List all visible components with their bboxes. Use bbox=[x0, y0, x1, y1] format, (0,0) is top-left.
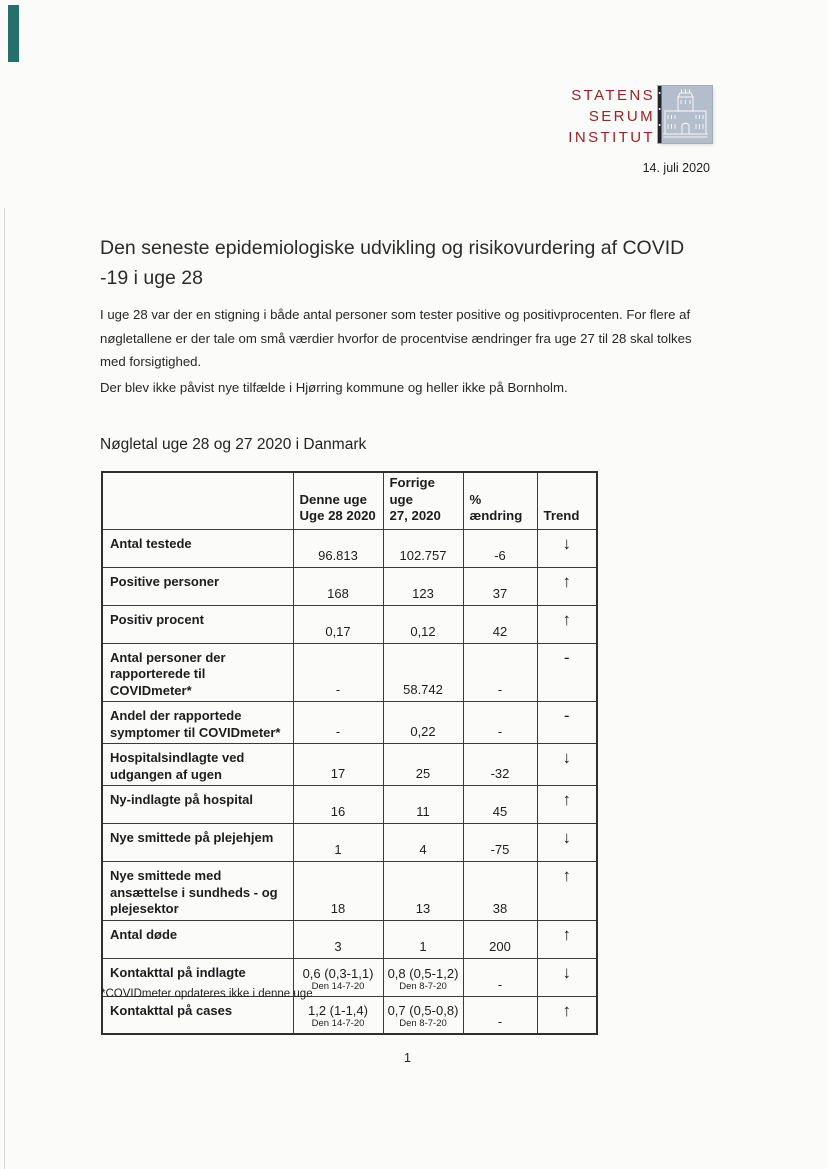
current-value: 18 bbox=[293, 862, 383, 921]
row-label: Kontakttal på cases bbox=[102, 996, 293, 1034]
row-label: Ny-indlagte på hospital bbox=[102, 786, 293, 824]
intro-paragraph-1: I uge 28 var der en stigning i både antal personer som tester positive og positivprocenten. For flere af nøgletallene er der tale om små værdier hvorfor de procentvise ændringer fra uge 27 til 28 skal tolkes med forsigtighed. bbox=[100, 307, 692, 369]
trend-arrow: ↑ bbox=[537, 605, 597, 643]
change-value: 200 bbox=[463, 920, 537, 958]
previous-value: 0,7 (0,5-0,8) Den 8-7-20 bbox=[383, 996, 463, 1034]
table-footnote: *COVIDmeter opdateres ikke i denne uge bbox=[101, 988, 313, 1000]
current-value: 17 bbox=[293, 744, 383, 786]
row-label: Antal testede bbox=[102, 529, 293, 567]
row-label: Hospitalsindlagte ved udgangen af ugen bbox=[102, 744, 293, 786]
row-label: Positiv procent bbox=[102, 605, 293, 643]
page-number: 1 bbox=[404, 1051, 411, 1065]
previous-value: 0,8 (0,5-1,2) Den 8-7-20 bbox=[383, 958, 463, 996]
table-row bbox=[102, 824, 597, 862]
previous-value: 11 bbox=[383, 786, 463, 824]
page-title: Den seneste epidemiologiske udvikling og risikovurdering af COVID -19 i uge 28 bbox=[100, 237, 685, 289]
previous-value: 13 bbox=[383, 862, 463, 921]
current-value: 1 bbox=[293, 824, 383, 862]
logo-line-serum: SERUM bbox=[588, 108, 655, 125]
change-value: 42 bbox=[463, 605, 537, 643]
trend-arrow: ↑ bbox=[537, 786, 597, 824]
table-row bbox=[102, 643, 597, 702]
key-figures-table-body bbox=[102, 529, 597, 1034]
ssi-logo-text bbox=[568, 85, 655, 148]
header-previous-week: Forrige uge 27, 2020 bbox=[383, 472, 463, 529]
row-label: Nye smittede med ansættelse i sundheds - og plejesektor bbox=[102, 862, 293, 921]
table-row bbox=[102, 529, 597, 567]
ssi-building-icon bbox=[658, 86, 712, 143]
change-value: - bbox=[463, 958, 537, 996]
trend-arrow: ↓ bbox=[537, 824, 597, 862]
page-accent-bar bbox=[8, 5, 19, 62]
value-date: Den 14-7-20 bbox=[311, 1018, 365, 1029]
current-value: - bbox=[293, 643, 383, 702]
row-label: Kontakttal på indlagte bbox=[102, 958, 293, 996]
value-date: Den 8-7-20 bbox=[399, 1018, 447, 1029]
intro-paragraph-2: Der blev ikke påvist nye tilfælde i Hjørring kommune og heller ikke på Bornholm. bbox=[100, 380, 568, 395]
change-value: -6 bbox=[463, 529, 537, 567]
row-label: Antal døde bbox=[102, 920, 293, 958]
current-value: 16 bbox=[293, 786, 383, 824]
trend-arrow: ↓ bbox=[537, 744, 597, 786]
current-value: 3 bbox=[293, 920, 383, 958]
table-row bbox=[102, 567, 597, 605]
row-label: Antal personer der rapporterede til COVIDmeter* bbox=[102, 643, 293, 702]
table-row bbox=[102, 862, 597, 921]
trend-arrow: - bbox=[537, 643, 597, 702]
change-value: - bbox=[463, 702, 537, 744]
trend-arrow: - bbox=[537, 702, 597, 744]
header-current-week: Denne uge Uge 28 2020 bbox=[293, 472, 383, 529]
trend-arrow: ↑ bbox=[537, 567, 597, 605]
change-value: -32 bbox=[463, 744, 537, 786]
table-row bbox=[102, 786, 597, 824]
value-date: Den 8-7-20 bbox=[399, 980, 447, 992]
value-date: Den 14-7-20 bbox=[311, 980, 365, 992]
table-row bbox=[102, 702, 597, 744]
previous-value: 0,22 bbox=[383, 702, 463, 744]
current-value: 0,17 bbox=[293, 605, 383, 643]
change-value: -75 bbox=[463, 824, 537, 862]
previous-value: 1 bbox=[383, 920, 463, 958]
current-value: - bbox=[293, 702, 383, 744]
header-trend: Trend bbox=[537, 472, 597, 529]
change-value: 38 bbox=[463, 862, 537, 921]
current-value: 1,2 (1-1,4) Den 14-7-20 bbox=[293, 996, 383, 1034]
table-row bbox=[102, 605, 597, 643]
trend-arrow: ↓ bbox=[537, 958, 597, 996]
row-label: Positive personer bbox=[102, 567, 293, 605]
change-value: - bbox=[463, 996, 537, 1034]
table-row bbox=[102, 744, 597, 786]
table-row bbox=[102, 920, 597, 958]
document-date: 14. juli 2020 bbox=[642, 161, 710, 175]
previous-value: 123 bbox=[383, 567, 463, 605]
trend-arrow: ↑ bbox=[537, 996, 597, 1034]
key-figures-table bbox=[101, 471, 598, 1035]
table-row bbox=[102, 996, 597, 1034]
trend-arrow: ↑ bbox=[537, 920, 597, 958]
row-label: Andel der rapportede symptomer til COVIDmeter* bbox=[102, 702, 293, 744]
current-value: 0,6 (0,3-1,1) Den 14-7-20 bbox=[293, 958, 383, 996]
change-value: 37 bbox=[463, 567, 537, 605]
change-value: - bbox=[463, 643, 537, 702]
scan-edge-line bbox=[4, 208, 5, 1169]
current-value: 168 bbox=[293, 567, 383, 605]
table-header-row bbox=[102, 472, 597, 529]
previous-value: 25 bbox=[383, 744, 463, 786]
current-value: 96.813 bbox=[293, 529, 383, 567]
change-value: 45 bbox=[463, 786, 537, 824]
previous-value: 58.742 bbox=[383, 643, 463, 702]
trend-arrow: ↑ bbox=[537, 862, 597, 921]
row-label: Nye smittede på plejehjem bbox=[102, 824, 293, 862]
header-percent-change: % ændring bbox=[463, 472, 537, 529]
logo-line-statens: STATENS bbox=[571, 87, 655, 104]
table-heading: Nøgletal uge 28 og 27 2020 i Danmark bbox=[100, 436, 367, 453]
header-empty bbox=[102, 472, 293, 529]
previous-value: 4 bbox=[383, 824, 463, 862]
logo-line-institut: INSTITUT bbox=[568, 129, 655, 146]
trend-arrow: ↓ bbox=[537, 529, 597, 567]
previous-value: 0,12 bbox=[383, 605, 463, 643]
previous-value: 102.757 bbox=[383, 529, 463, 567]
